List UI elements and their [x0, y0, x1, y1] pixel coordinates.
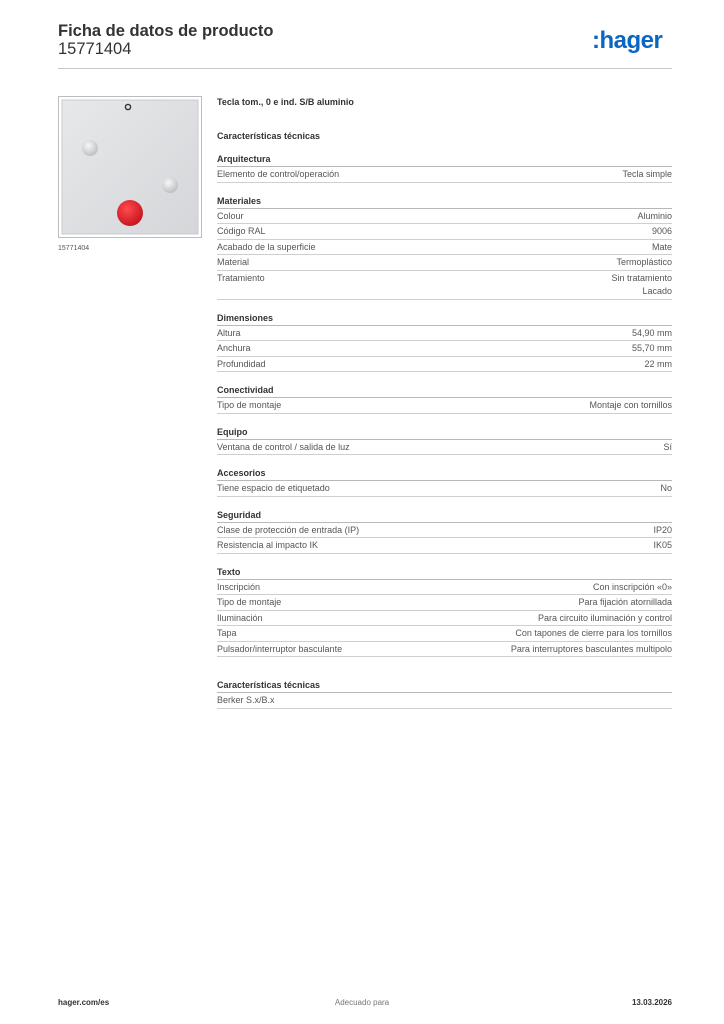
spec-value	[660, 482, 672, 496]
spec-value-line: Tecla simple	[622, 169, 672, 179]
spec-value	[622, 168, 672, 182]
spec-value	[644, 358, 672, 372]
footer-date: 13.03.2026	[631, 998, 672, 1007]
spec-group	[217, 509, 672, 554]
spec-value	[663, 441, 672, 455]
spec-value	[632, 342, 672, 356]
spec-value	[652, 225, 672, 239]
spec-label: Tiene espacio de etiquetado	[217, 483, 330, 493]
spec-group-heading: Materiales	[217, 195, 672, 209]
spec-group	[217, 153, 672, 183]
spec-value	[632, 327, 672, 341]
spec-group-heading: Conectividad	[217, 384, 672, 398]
spec-label: Colour	[217, 210, 244, 221]
spec-value-line: 22 mm	[644, 358, 672, 369]
spec-row	[217, 209, 672, 225]
spec-row	[217, 611, 672, 627]
spec-value-line: 9006	[651, 226, 672, 236]
spec-group-heading: Seguridad	[217, 509, 672, 523]
spec-value-line: Aluminio	[637, 210, 672, 221]
spec-value-line: IK05	[653, 540, 672, 550]
spec-row	[217, 440, 672, 456]
spec-group-heading: Equipo	[217, 426, 672, 440]
product-name: Tecla tom., 0 e ind. S/B aluminio	[217, 97, 354, 107]
spec-label: Tipo de montaje	[217, 400, 282, 410]
spec-group	[217, 566, 672, 658]
page-title: Ficha de datos de producto	[58, 22, 274, 40]
spec-value-line: Lacado	[642, 286, 672, 296]
screw-cap-right	[162, 177, 178, 193]
spec-value	[637, 210, 672, 224]
spec-label: Tapa	[217, 628, 237, 638]
spec-value-line: 54,90 mm	[631, 327, 672, 338]
screw-cap-left	[82, 140, 98, 156]
spec-value-line: Para fijación atornillada	[578, 597, 672, 607]
spec-label: Altura	[217, 327, 241, 338]
spec-group	[217, 426, 672, 456]
spec-row	[217, 326, 672, 342]
spec-value-line: Mate	[651, 241, 672, 252]
spec-group-heading: Texto	[217, 566, 672, 580]
spec-value	[616, 256, 672, 270]
spec-groups	[217, 153, 672, 657]
spec-label: Berker S.x/B.x	[217, 695, 275, 705]
spec-row	[217, 167, 672, 183]
spec-row	[217, 642, 672, 658]
spec-label: Profundidad	[217, 358, 266, 369]
spec-row	[217, 240, 672, 256]
product-image	[58, 96, 202, 238]
spec-group	[217, 384, 672, 414]
spec-label: Clase de protección de entrada (IP)	[217, 524, 360, 535]
tech-section-rows	[217, 693, 672, 709]
spec-label: Código RAL	[217, 226, 266, 236]
spec-label: Tipo de montaje	[217, 597, 282, 607]
spec-label: Anchura	[217, 343, 251, 353]
footer-website: hager.com/es	[58, 998, 110, 1007]
spec-row	[217, 398, 672, 414]
spec-group	[217, 312, 672, 373]
spec-value	[652, 241, 672, 255]
spec-group-heading: Accesorios	[217, 467, 672, 481]
spec-value	[653, 524, 672, 538]
spec-value-line: 55,70 mm	[631, 343, 672, 353]
spec-row	[217, 255, 672, 271]
tech-section-heading: Características técnicas	[217, 679, 672, 693]
spec-label: Resistencia al impacto IK	[217, 540, 319, 550]
spec-label: Pulsador/interruptor basculante	[217, 643, 343, 654]
spec-value	[589, 399, 672, 413]
spec-value	[515, 627, 672, 641]
spec-row	[217, 693, 672, 709]
spec-row	[217, 523, 672, 539]
spec-group-heading: Dimensiones	[217, 312, 672, 326]
spec-label: Material	[217, 257, 250, 267]
spec-row	[217, 595, 672, 611]
spec-label: Tratamiento	[217, 272, 265, 283]
spec-label: Ventana de control / salida de luz	[217, 441, 350, 452]
spec-row	[217, 580, 672, 596]
product-code: 15771404	[58, 40, 132, 58]
spec-value	[511, 643, 672, 657]
spec-value-line: IP20	[653, 524, 672, 535]
spec-row	[217, 626, 672, 642]
image-caption: 15771404	[58, 245, 90, 252]
spec-row	[217, 481, 672, 497]
header-divider	[58, 68, 672, 69]
spec-value-line: No	[660, 483, 672, 493]
spec-group	[217, 467, 672, 497]
spec-value	[538, 612, 672, 626]
spec-value	[593, 581, 672, 595]
spec-row	[217, 357, 672, 373]
spec-row	[217, 341, 672, 357]
spec-label: Acabado de la superficie	[217, 241, 316, 252]
red-indicator-led	[117, 200, 143, 226]
spec-value-line: Termoplástico	[616, 257, 672, 267]
spec-value-line: Sin tratamiento	[611, 272, 672, 283]
spec-group	[217, 195, 672, 300]
tech-characteristics-heading: Características técnicas	[217, 131, 321, 141]
spec-value-line: Con tapones de cierre para los tornillos	[515, 628, 672, 638]
spec-label: Elemento de control/operación	[217, 169, 340, 179]
hager-logo: :hager	[592, 27, 663, 54]
spec-value-line: Para interruptores basculantes multipolo	[510, 643, 672, 654]
spec-label: Iluminación	[217, 612, 263, 623]
footer-suitable-for: Adecuado para	[334, 998, 390, 1007]
spec-row	[217, 538, 672, 554]
spec-label: Inscripción	[217, 581, 261, 592]
spec-value-line: Sí	[663, 441, 672, 452]
spec-value-line: Para circuito iluminación y control	[537, 612, 672, 623]
spec-value	[653, 539, 672, 553]
spec-row	[217, 271, 672, 300]
spec-value	[578, 596, 672, 610]
tech-section	[217, 679, 672, 709]
spec-group-heading: Arquitectura	[217, 153, 672, 167]
spec-value-line: Con inscripción «0»	[592, 581, 672, 592]
spec-row	[217, 224, 672, 240]
spec-value-line: Montaje con tornillos	[589, 400, 672, 410]
spec-content	[217, 96, 672, 709]
spec-value	[611, 272, 672, 299]
